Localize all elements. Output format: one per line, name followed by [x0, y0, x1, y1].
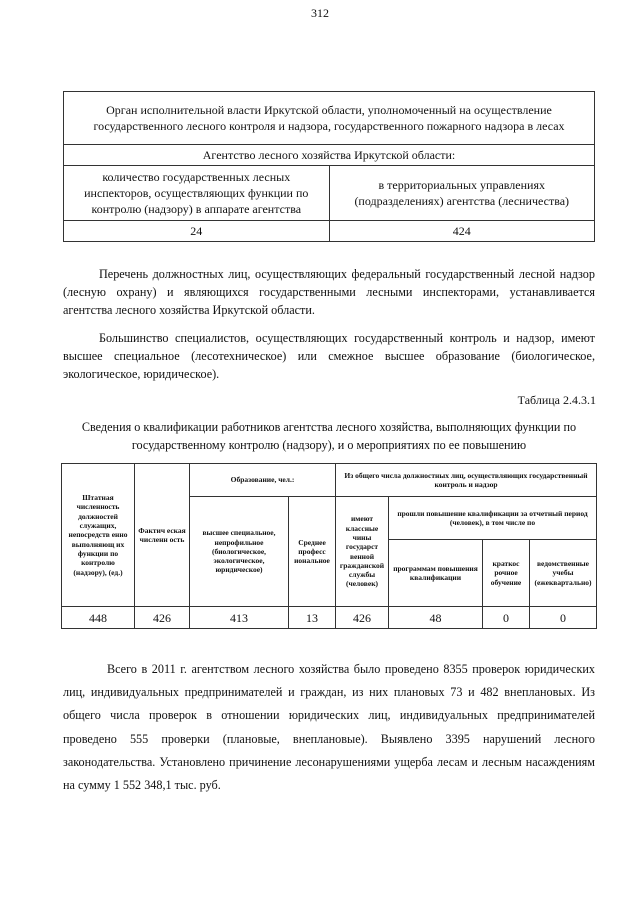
page-number: 312	[311, 6, 329, 20]
value-staff: 448	[62, 607, 135, 629]
value-departmental: 0	[530, 607, 597, 629]
table1-col2: в территориальных управлениях (подразделениях) агентства (лесничества)	[329, 166, 595, 221]
table1-agency: Агентство лесного хозяйства Иркутской области:	[64, 145, 595, 166]
value-short: 0	[483, 607, 530, 629]
header-secondary: Среднее професс иональное	[289, 497, 336, 607]
header-qualification: прошли повышение квалификации за отчетный период (человек), в том числе по	[389, 497, 597, 540]
header-actual: Фактич еская численн ость	[135, 464, 190, 607]
header-staff: Штатная численность должностей служащих, непосредств енно выполняющ их функции по контролю (надзору), (ед.)	[62, 464, 135, 607]
table1-val1: 24	[64, 221, 330, 242]
header-programs: программам повышения квалификации	[389, 540, 483, 607]
value-secondary: 13	[289, 607, 336, 629]
value-programs: 48	[389, 607, 483, 629]
paragraph-inspections-summary: Всего в 2011 г. агентством лесного хозяйства было проведено 8355 проверок юридических лиц, индивидуальных предпринимателей и граждан, из них плановых 73 и 482 внеплановых. Из общего числа проверок в отношении юридических лиц, индивидуальных предпринимателей проведено 555 проверки (плановые, внеплановые). Выявлено 3395 нарушений лесного законодательства. Установлено причинение лесонарушениями ущерба лесам и лесным насаждениям на сумму 1 552 348,1 тыс. руб.	[63, 662, 595, 793]
qualification-table	[61, 463, 597, 629]
paragraph-inspectors-list: Перечень должностных лиц, осуществляющих федеральный государственный лесной надзор (лесную охрану) и являющихся государственными лесными инспекторами, устанавливается агентства лесного хозяйства Иркутской области.	[63, 267, 595, 317]
paragraph-specialists: Большинство специалистов, осуществляющих государственный контроль и надзор, имеют высшее специальное (лесотехническое) или смежное высшее образование (биологическое, экологическое, юридическое).	[63, 331, 595, 381]
table-label: Таблица 2.4.3.1	[517, 393, 596, 407]
value-higher: 413	[190, 607, 289, 629]
header-short: краткос рочное обучение	[483, 540, 530, 607]
header-from-total: Из общего числа должностных лиц, осуществляющих государственный контроль и надзор	[336, 464, 597, 497]
value-class-ranks: 426	[336, 607, 389, 629]
header-departmental: ведомственные учебы (ежеквартально)	[530, 540, 597, 607]
header-education: Образование, чел.:	[190, 464, 336, 497]
value-actual: 426	[135, 607, 190, 629]
table1-header: Орган исполнительной власти Иркутской области, уполномоченный на осуществление государственного лесного контроля и надзора, государственного пожарного надзора в лесах	[64, 92, 595, 145]
inspectors-table	[63, 91, 595, 242]
header-class-ranks: имеют классные чины государст венной гражданской службы (человек)	[336, 497, 389, 607]
header-higher: высшее специальное, непрофильное (биологическое, экологическое, юридическое)	[190, 497, 289, 607]
table1-col1: количество государственных лесных инспекторов, осуществляющих функции по контролю (надзору) в аппарате агентства	[64, 166, 330, 221]
table1-val2: 424	[329, 221, 595, 242]
table-title: Сведения о квалификации работников агентства лесного хозяйства, выполняющих функции по государственному контролю (надзору), и о мероприятиях по ее повышению	[81, 420, 577, 452]
